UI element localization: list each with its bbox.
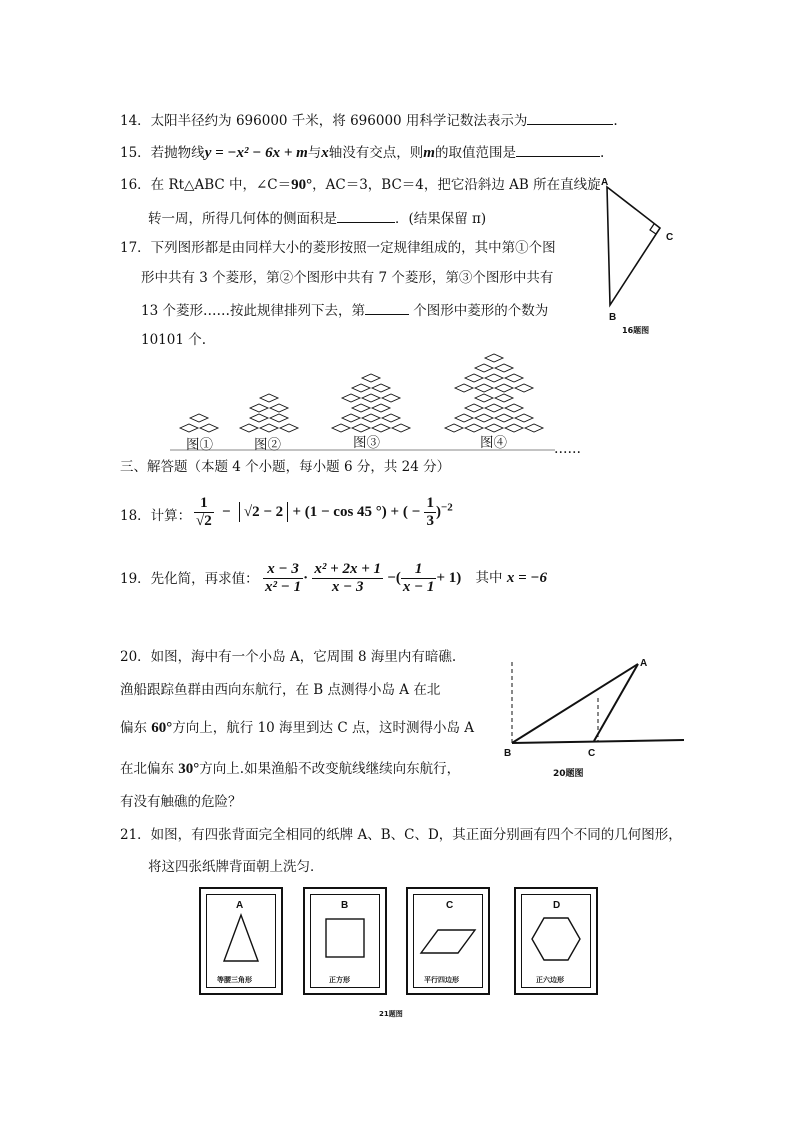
- q19-f1-den: x² − 1: [265, 579, 302, 595]
- q15-expression: y = −x² − 6x + m: [204, 145, 308, 161]
- card-c-name: 平行四边形: [424, 976, 459, 984]
- q19-condition: x = −6: [506, 570, 547, 586]
- q20-line3: [120, 719, 474, 737]
- question-14: [120, 110, 618, 130]
- rhombus-fig1: [200, 424, 218, 432]
- q20-line2: 渔船跟踪鱼群由西向东航行，在 B 点测得小岛 A 在北: [120, 682, 441, 698]
- rhombus-fig2: [240, 424, 258, 432]
- card-b[interactable]: [303, 887, 387, 995]
- hexagon-icon: [530, 915, 582, 963]
- q18-frac-1: [194, 495, 214, 530]
- q20-line4a: 在北偏东: [120, 761, 179, 777]
- rhombus-fig4: [525, 424, 543, 432]
- q17-line4: 10101 个.: [141, 332, 207, 348]
- square-icon: [324, 917, 368, 961]
- q20-deg30: 30°: [178, 761, 200, 777]
- fig-label-2: 图②: [254, 437, 281, 453]
- q15-end: .: [599, 145, 605, 161]
- rhombus-fig3: [372, 404, 390, 412]
- rhombus-fig4: [475, 394, 493, 402]
- q20-line4b: 方向上.如果渔船不改变航线继续向东航行，: [199, 761, 461, 777]
- fig20-label-c: C: [588, 748, 596, 759]
- rhombus-fig4: [475, 364, 493, 372]
- rhombus-fig2: [280, 424, 298, 432]
- q15-answer-blank[interactable]: [516, 142, 600, 157]
- rhombus-fig3: [342, 414, 360, 422]
- card-c-letter: C: [446, 900, 454, 911]
- q14-answer-blank[interactable]: [527, 110, 613, 125]
- rhombus-fig4: [465, 404, 483, 412]
- q16-angle: 90°: [291, 177, 313, 193]
- rhombus-fig3: [382, 394, 400, 402]
- rhombus-fig3: [332, 424, 350, 432]
- rhombus-fig4: [495, 364, 513, 372]
- q18-formula: $\frac{1}{√2}$ − √2 − 2 + (1 − cos 45 °) + ( − $\frac{1}{3}$ )$^{-2}$: [196, 495, 453, 529]
- rhombus-fig4: [515, 414, 533, 422]
- q18-frac2-den: 3: [426, 513, 434, 529]
- q17-line1: 17．下列图形都是由同样大小的菱形按照一定规律组成的，其中第①个图: [120, 240, 556, 256]
- rhombus-fig1: [190, 414, 208, 422]
- q20-line1: 20．如图，海中有一个小岛 A，它周围 8 海里内有暗礁.: [120, 649, 457, 665]
- q16-line2b: ．(结果保留 π): [395, 211, 487, 227]
- q19-frac-3: [401, 561, 437, 596]
- fig20-caption: 20题图: [553, 769, 584, 779]
- q19-frac-2: [312, 561, 383, 596]
- rhombus-fig3: [362, 414, 380, 422]
- q18-frac-2: [424, 495, 436, 530]
- q16-line1b: ，AC＝3，BC＝4，把它沿斜边 AB 所在直线旋: [312, 177, 601, 193]
- rhombus-fig2: [270, 414, 288, 422]
- q17-line2: 形中共有 3 个菱形，第②个图形中共有 7 个菱形，第③个图形中共有: [141, 270, 554, 286]
- card-a-name: 等腰三角形: [217, 976, 252, 984]
- question-16-line1: [120, 176, 601, 194]
- q19-frac-1: [263, 561, 303, 596]
- q18-abs: √2 − 2: [239, 502, 288, 522]
- fig16-label-c: C: [666, 232, 674, 243]
- line-ba: [512, 664, 638, 743]
- rhombus-fig3: [382, 414, 400, 422]
- q20-line3a: 偏东: [120, 720, 152, 736]
- fig-label-4: 图④: [480, 435, 507, 451]
- q18-frac2-num: 1: [426, 495, 434, 511]
- q14-end: .: [613, 113, 618, 129]
- figure-16-triangle: [590, 175, 680, 340]
- isosceles-triangle-icon: [221, 913, 261, 963]
- q20-line5: 有没有触礁的危险？: [120, 794, 242, 810]
- q15-pre: 15．若抛物线: [120, 145, 205, 161]
- fig-label-1: 图①: [186, 437, 213, 453]
- rhombus-fig4: [485, 374, 503, 382]
- q18-frac1-num: 1: [194, 495, 214, 513]
- q21-line2: 将这四张纸牌背面朝上洗匀．: [148, 859, 324, 875]
- q17-line3: [141, 300, 548, 320]
- rhombus-fig3: [342, 394, 360, 402]
- question-15: [120, 142, 604, 162]
- rhombus-fig4: [465, 424, 483, 432]
- q18-cos-term: + (1 − cos 45 °) + ( −: [292, 504, 421, 520]
- card-d[interactable]: [514, 887, 598, 995]
- rhombus-fig2: [260, 394, 278, 402]
- rhombus-fig3: [352, 384, 370, 392]
- rhombus-fig4: [465, 374, 483, 382]
- rhombus-fig4: [505, 374, 523, 382]
- q20-line4: [120, 760, 460, 778]
- rhombus-fig4: [485, 424, 503, 432]
- q18-exponent: −2: [440, 501, 453, 514]
- q19-f2-den: x − 3: [331, 579, 364, 595]
- rhombus-fig4: [485, 404, 503, 412]
- rhombus-fig4: [495, 394, 513, 402]
- q18-label: 18．计算：: [120, 508, 192, 524]
- q19-formula: $\frac{x - 3}{\text{x² − 1}}$ · $\frac{\text{x² + 2x + 1}}{x - 3}$ −( $\frac{1}{x - 1}$ + 1) 其中 x = −6: [265, 561, 547, 595]
- q20-deg60: 60°: [151, 720, 173, 736]
- rhombus-fig4: [485, 354, 503, 362]
- fig21-caption: 21题图: [379, 1010, 403, 1018]
- q21-line1: 21．如图，有四张背面完全相同的纸牌 A、B、C、D，其正面分别画有四个不同的几何图形，: [120, 827, 682, 843]
- q15-post: 的取值范围是: [434, 145, 516, 161]
- q18-minus: −: [222, 504, 231, 520]
- q15-m: m: [423, 145, 435, 161]
- rhombus-fig3: [352, 404, 370, 412]
- q20-line3b: 方向上，航行 10 海里到达 C 点，这时测得小岛 A: [172, 720, 475, 736]
- q19-label: 19．先化简，再求值：: [120, 571, 259, 587]
- rhombus-fig4: [475, 384, 493, 392]
- rhombus-fig3: [372, 424, 390, 432]
- parallelogram-icon: [418, 927, 478, 957]
- rhombus-fig3: [362, 374, 380, 382]
- rhombus-fig3: [392, 424, 410, 432]
- fig16-label-b: B: [609, 312, 617, 323]
- q16-line1: 16．在 Rt△ABC 中，∠C＝: [120, 177, 292, 193]
- q17-answer-blank[interactable]: [365, 300, 409, 315]
- question-16-line2: [148, 208, 486, 228]
- q15-mid2: 轴没有交点，则: [328, 145, 424, 161]
- rhombus-fig3: [372, 384, 390, 392]
- card-a[interactable]: [199, 887, 283, 995]
- card-a-letter: A: [236, 900, 244, 911]
- q19-plus: + 1): [436, 570, 462, 586]
- rhombus-fig3: [352, 424, 370, 432]
- rhombus-fig4: [445, 424, 463, 432]
- section-3-heading: 三、解答题（本题 4 个小题，每小题 6 分，共 24 分）: [120, 459, 451, 475]
- rhombus-fig4: [455, 384, 473, 392]
- line-ca: [594, 664, 638, 741]
- rhombus-fig4: [495, 384, 513, 392]
- q19-f3-den: x − 1: [402, 579, 435, 595]
- card-c[interactable]: [406, 887, 490, 995]
- figure-20: [500, 650, 690, 760]
- rhombus-fig2: [270, 404, 288, 412]
- card-d-name: 正六边形: [536, 976, 564, 984]
- q17-line3b: 个图形中菱形的个数为: [408, 303, 549, 319]
- q19-f1-num: x − 3: [263, 561, 303, 579]
- rhombus-fig4: [495, 414, 513, 422]
- q17-line3a: 13 个菱形……按此规律排列下去，第: [141, 303, 365, 319]
- right-angle-mark: [650, 224, 656, 234]
- rhombus-fig4: [505, 404, 523, 412]
- q19-f3-num: 1: [401, 561, 437, 579]
- q15-x: x: [321, 145, 329, 161]
- fig16-label-a: A: [601, 177, 609, 188]
- q15-mid: 与: [307, 145, 322, 161]
- q16-answer-blank[interactable]: [337, 208, 395, 223]
- rhombus-fig4: [475, 414, 493, 422]
- card-b-letter: B: [341, 900, 349, 911]
- rhombus-fig2: [260, 424, 278, 432]
- q19-f2-num: x² + 2x + 1: [314, 561, 381, 577]
- fig20-label-a: A: [640, 658, 648, 669]
- rhombus-fig4: [515, 384, 533, 392]
- q19-op: −(: [387, 570, 401, 586]
- card-d-letter: D: [553, 900, 561, 911]
- q14-text: 14．太阳半径约为 696000 千米，将 696000 用科学记数法表示为: [120, 113, 528, 129]
- q16-line2: 转一周，所得几何体的侧面积是: [148, 211, 337, 227]
- rhombus-fig4: [455, 414, 473, 422]
- triangle-abc: [607, 187, 660, 305]
- rhombus-fig4: [505, 424, 523, 432]
- rhombus-fig2: [250, 414, 268, 422]
- q18-frac1-den: √2: [196, 513, 212, 529]
- rhombus-fig3: [362, 394, 380, 402]
- card-b-name: 正方形: [329, 976, 350, 984]
- rhombus-fig1: [180, 424, 198, 432]
- q19-where: 其中: [475, 570, 503, 586]
- fig16-caption: 16题图: [622, 326, 650, 335]
- fig20-label-b: B: [504, 748, 512, 759]
- fig-ellipsis: ……: [554, 441, 581, 457]
- fig-label-3: 图③: [353, 435, 380, 451]
- rhombus-fig2: [250, 404, 268, 412]
